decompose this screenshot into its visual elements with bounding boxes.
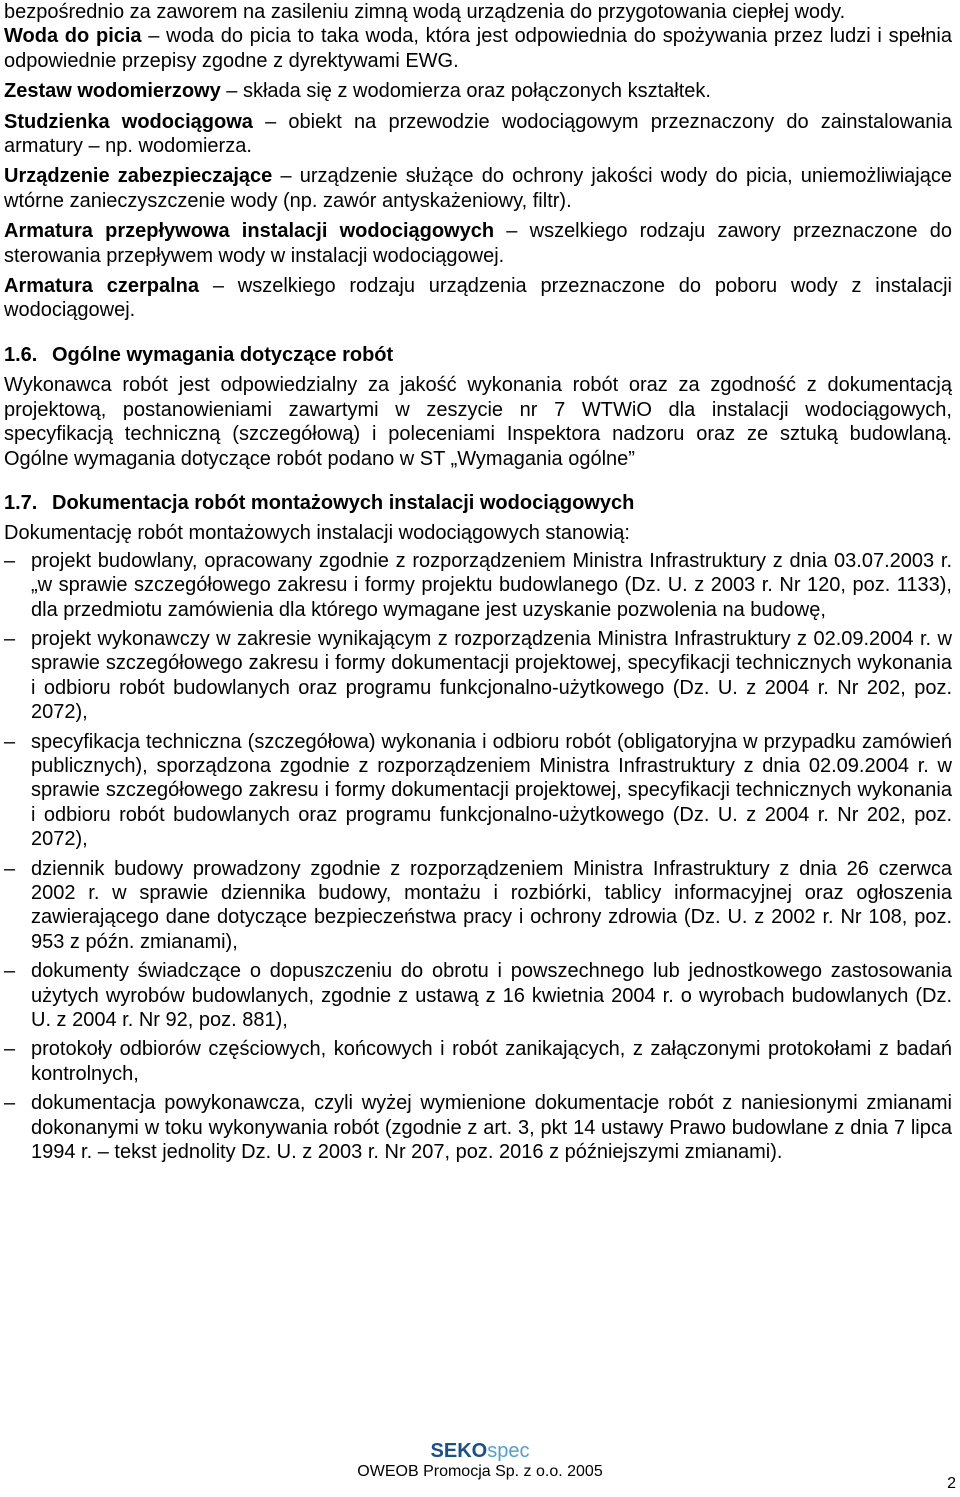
definition-armatura-czerpalna [4, 274, 952, 323]
list-item [4, 857, 952, 955]
list-item-text: dokumenty świadczące o dopuszczeniu do obrotu i powszechnego lub jednostkowego zastosowania użytych wyrobów budowlanych, zgodnie z ustawą z 16 kwietnia 2004 r. o wyrobach budowlanych (Dz. U. z 2004 r. Nr 92, poz. 881), [31, 960, 952, 1032]
documentation-list [4, 549, 952, 1165]
sekospec-logo [0, 1440, 960, 1462]
definition-text: – wszelkiego rodzaju urządzenia przeznaczone do poboru wody z instalacji wodociągowej. [4, 275, 952, 322]
dash-bullet: – [4, 960, 16, 983]
definition-text: – wszelkiego rodzaju zawory przeznaczone do sterowania przepływem wody w instalacji wodociągowej. [4, 220, 952, 267]
list-item-text: dokumentacja powykonawcza, czyli wyżej wymienione dokumentacje robót z naniesionymi zmianami dokonanymi w toku wykonywania robót (zgodnie z art. 3, pkt 14 ustawy Prawo budowlane z dnia 7 lipca 1994 r. – tekst jednolity Dz. U. z 2003 r. Nr 207, poz. 2016 z późniejszymi zmianami). [31, 1092, 952, 1164]
definition-term: Woda do picia [4, 25, 142, 48]
definition-armatura-przeplywowa [4, 219, 952, 268]
list-item [4, 1091, 952, 1164]
definition-studzienka-wodociagowa [4, 110, 952, 159]
section-1-7 [4, 491, 952, 1165]
page-footer [0, 1440, 960, 1482]
page-number: 2 [947, 1475, 956, 1492]
definition-urzadzenie-zabezpieczajace [4, 164, 952, 213]
list-item [4, 1037, 952, 1086]
dash-bullet: – [4, 857, 16, 880]
list-item-text: projekt budowlany, opracowany zgodnie z rozporządzeniem Ministra Infrastruktury z dnia 03.07.2003 r. „w sprawie szczegółowego zakresu i formy projektu budowlanego (Dz. U. z 2003 r. Nr 120, poz. 1133), dla przedmiotu zamówienia dla którego wymagane jest uzyskanie pozwolenia na budowę, [31, 549, 952, 621]
list-item-text: projekt wykonawczy w zakresie wynikającym z rozporządzenia Ministra Infrastruktury z 02.09.2004 r. w sprawie szczegółowego zakresu i formy dokumentacji projektowej, specyfikacji technicznych wykonania i odbioru robót budowlanych oraz programu funkcjonalno-użytkowego (Dz. U. z 2004 r. Nr 202, poz. 2072), [31, 627, 952, 724]
definition-zestaw-wodomierzowy [4, 79, 952, 103]
section-number: 1.6. [4, 343, 38, 366]
section-number: 1.7. [4, 491, 38, 514]
section-title: Dokumentacja robót montażowych instalacji wodociągowych [52, 491, 635, 514]
list-item-text: specyfikacja techniczna (szczegółowa) wykonania i odbioru robót (obligatoryjna w przypadku zamówień publicznych), sporządzona zgodnie z rozporządzeniem Ministra Infrastruktury z dnia 02.09.2004 r. w sprawie szczegółowego zakresu i formy dokumentacji projektowej, specyfikacji technicznych wykonania i odbioru robót budowlanych oraz programu funkcjonalno-użytkowego (Dz. U. z 2004 r. Nr 202, poz. 2072), [31, 730, 952, 851]
definition-text: – obiekt na przewodzie wodociągowym przeznaczony do zainstalowania armatury – np. wodomierza. [4, 110, 952, 158]
definition-term: Armatura czerpalna [4, 275, 199, 298]
section-heading [4, 343, 952, 367]
definition-text: – składa się z wodomierza oraz połączonych kształtek. [220, 80, 711, 103]
definitions-block [4, 0, 952, 323]
dash-bullet: – [4, 549, 16, 572]
section-intro: Dokumentację robót montażowych instalacji wodociągowych stanowią: [4, 522, 630, 545]
list-item [4, 549, 952, 622]
logo-part-seko: SEKO [430, 1440, 488, 1462]
dash-bullet: – [4, 1092, 16, 1115]
section-body: Wykonawca robót jest odpowiedzialny za jakość wykonania robót oraz za zgodność z dokumentacją projektową, postanowieniami zawartymi w zeszycie nr 7 WTWiO dla instalacji wodociągowych, specyfikacją techniczną (szczegółową) i poleceniami Inspektora nadzoru oraz ze sztuką budowlaną. Ogólne wymagania dotyczące robót podano w ST „Wymagania ogólne” [4, 374, 952, 470]
section-heading [4, 491, 952, 515]
section-1-6 [4, 343, 952, 471]
definition-continuation: bezpośrednio za zaworem na zasileniu zimną wodą urządzenia do przygotowania ciepłej wody. [4, 1, 846, 23]
definition-text: – urządzenie służące do ochrony jakości wody do picia, uniemożliwiające wtórne zanieczyszczenie wody (np. zawór antyskażeniowy, filtr). [4, 165, 952, 212]
list-item-text: dziennik budowy prowadzony zgodnie z rozporządzeniem Ministra Infrastruktury z dnia 26 czerwca 2002 r. w sprawie dziennika budowy, montażu i rozbiórki, tablicy informacyjnej oraz ogłoszenia zawierającego dane dotyczące bezpieczeństwa pracy i ochrony zdrowia (Dz. U. z 2002 r. Nr 108, poz. 953 z późn. zmianami), [31, 857, 952, 953]
dash-bullet: – [4, 1038, 16, 1061]
dash-bullet: – [4, 730, 16, 753]
definition-text: – woda do picia to taka woda, która jest odpowiednia do spożywania przez ludzi i spełnia odpowiednie przepisy zgodne z dyrektywami EWG. [4, 25, 952, 72]
list-item [4, 959, 952, 1032]
list-item-text: protokoły odbiorów częściowych, końcowych i robót zanikających, z załączonymi protokołami z badań kontrolnych, [31, 1038, 952, 1085]
logo-part-spec: spec [487, 1440, 530, 1462]
list-item [4, 627, 952, 725]
definition-term: Studzienka wodociągowa [4, 110, 253, 133]
section-title: Ogólne wymagania dotyczące robót [52, 343, 394, 366]
definition-woda-do-picia [4, 24, 952, 73]
list-item [4, 730, 952, 852]
definition-term: Urządzenie zabezpieczające [4, 165, 273, 188]
document-page [4, 0, 952, 1164]
dash-bullet: – [4, 627, 16, 650]
definition-term: Zestaw wodomierzowy [4, 80, 221, 103]
footer-company: OWEOB Promocja Sp. z o.o. 2005 [357, 1463, 603, 1480]
definition-term: Armatura przepływowa instalacji wodociągowych [4, 220, 495, 243]
